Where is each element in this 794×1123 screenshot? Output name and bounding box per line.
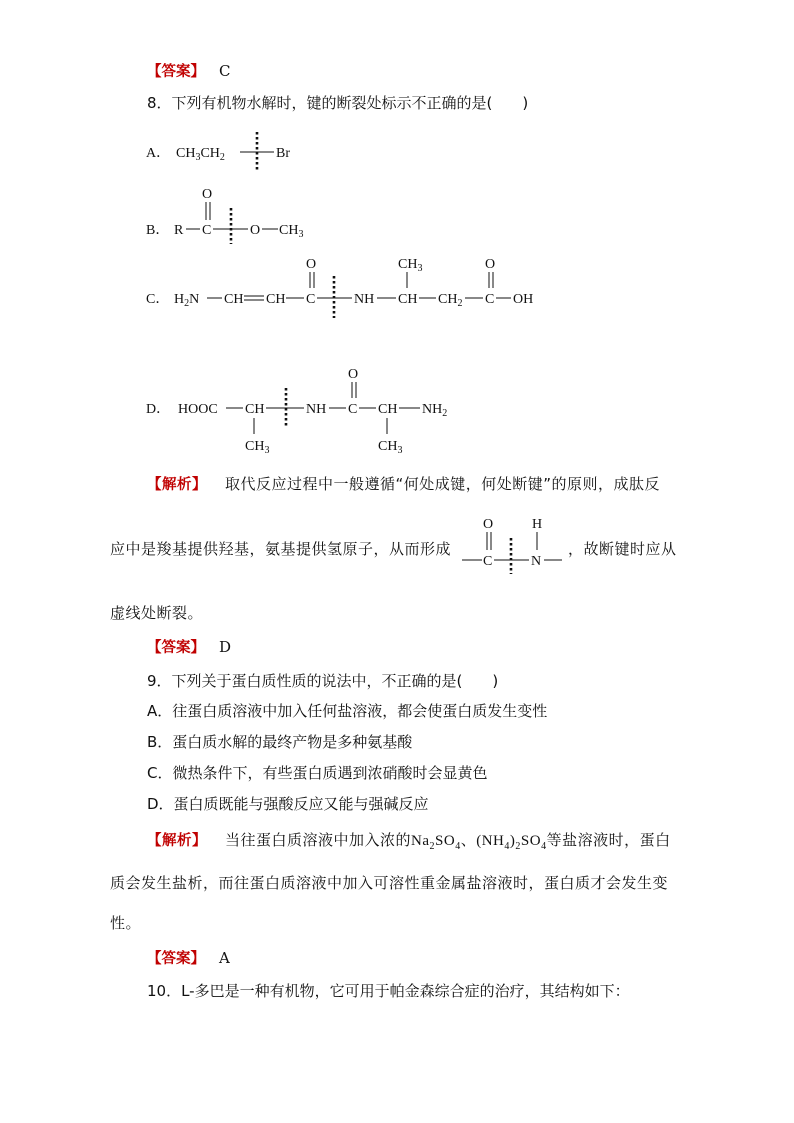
q8-option-d: [140, 360, 480, 456]
q7-answer-line: [147, 61, 230, 82]
d-nh2: $NH_2$: [422, 402, 448, 419]
pep-h: H: [532, 517, 543, 532]
q9-analysis-line-1: [147, 829, 671, 852]
c-oh: OH: [513, 292, 534, 307]
b-o: O: [250, 223, 261, 238]
q9-analysis-text-1a: 当往蛋白质溶液中加入浓的: [225, 831, 412, 849]
c-ch-1: CH: [224, 292, 244, 307]
pep-o: O: [483, 517, 494, 532]
pep-n: N: [531, 554, 542, 569]
q9-option-d: D．蛋白质既能与强酸反应又能与强碱反应: [147, 795, 429, 813]
q9-analysis-text-2: 质会发生盐析，而往蛋白质溶液中加入可溶性重金属盐溶液时，蛋白质才会发生变: [110, 874, 669, 892]
d-hooc: HOOC: [178, 402, 218, 417]
c-ch-3: CH: [398, 292, 418, 307]
d-methyl-2: $CH_3$: [378, 439, 403, 456]
option-a-label: A．: [146, 146, 171, 161]
d-nh: NH: [306, 402, 327, 417]
a-ch3: $CH_3CH_2$: [176, 146, 225, 163]
q9-option-a: A．往蛋白质溶液中加入任何盐溶液，都会使蛋白质发生变性: [147, 702, 548, 720]
analysis-label: 【解析】: [147, 477, 207, 493]
q8-analysis-text-1: 取代反应过程中一般遵循“何处成键，何处断键”的原则，成肽反: [225, 475, 661, 493]
pep-c: C: [483, 554, 493, 569]
q9-option-b: B．蛋白质水解的最终产物是多种氨基酸: [147, 733, 413, 751]
b-o-top: O: [202, 187, 213, 202]
q9-analysis-text-3: 性。: [110, 914, 142, 932]
b-ch3: $CH_3$: [279, 223, 304, 240]
q8-option-b: [140, 182, 340, 248]
na2so4-formula: $Na_2SO_4$: [411, 833, 461, 852]
q9-option-c: C．微热条件下，有些蛋白质遇到浓硝酸时会显黄色: [147, 764, 488, 782]
q8-option-a: [140, 128, 320, 172]
c-nh: NH: [354, 292, 375, 307]
q8-answer-line: [147, 637, 231, 658]
d-ch-2: CH: [378, 402, 398, 417]
answer-label: 【答案】: [147, 64, 205, 80]
c-h2n: $H_2N$: [174, 292, 200, 309]
a-br: Br: [276, 146, 290, 161]
d-ch-1: CH: [245, 402, 265, 417]
c-ch-2: CH: [266, 292, 286, 307]
q9-answer: A: [219, 949, 230, 967]
nh4-2so4-formula: $(NH_4)_2SO_4$: [476, 833, 547, 852]
formula-separator: 、: [460, 831, 477, 849]
q8-stem: 8．下列有机物水解时，键的断裂处标示不正确的是( ): [147, 94, 529, 112]
answer-label: 【答案】: [147, 640, 205, 656]
q8-answer: D: [219, 638, 232, 656]
q8-option-c: [140, 250, 560, 322]
q8-analysis-text-3: 虚线处断裂。: [110, 604, 204, 622]
q7-answer: C: [219, 62, 231, 80]
analysis-label: 【解析】: [147, 833, 207, 849]
c-methyl: $CH_3$: [398, 257, 423, 274]
c-c-1: C: [306, 292, 316, 307]
peptide-bond-structure: [458, 510, 570, 576]
q8-analysis-text-2b: ，故断键时应从: [568, 540, 677, 558]
d-o: O: [348, 367, 359, 382]
q10-stem: 10．L-多巴是一种有机物，它可用于帕金森综合症的治疗，其结构如下：: [147, 982, 630, 1000]
c-c-2: C: [485, 292, 495, 307]
d-methyl-1: $CH_3$: [245, 439, 270, 456]
c-o-2: O: [485, 257, 496, 272]
c-o-1: O: [306, 257, 317, 272]
q8-analysis-line-1: [147, 473, 660, 494]
option-d-label: D．: [146, 402, 171, 417]
option-b-label: B．: [146, 223, 170, 238]
q9-stem: 9．下列关于蛋白质性质的说法中，不正确的是( ): [147, 672, 499, 690]
c-ch2: $CH_2$: [438, 292, 463, 309]
q8-analysis-text-2a: 应中是羧基提供羟基，氨基提供氢原子，从而形成: [110, 540, 452, 558]
q9-analysis-text-1b: 等盐溶液时，蛋白: [546, 831, 671, 849]
q9-answer-line: [147, 948, 230, 969]
d-c: C: [348, 402, 358, 417]
option-c-label: C．: [146, 292, 170, 307]
answer-label: 【答案】: [147, 951, 205, 967]
b-r: R: [174, 223, 184, 238]
b-c: C: [202, 223, 212, 238]
